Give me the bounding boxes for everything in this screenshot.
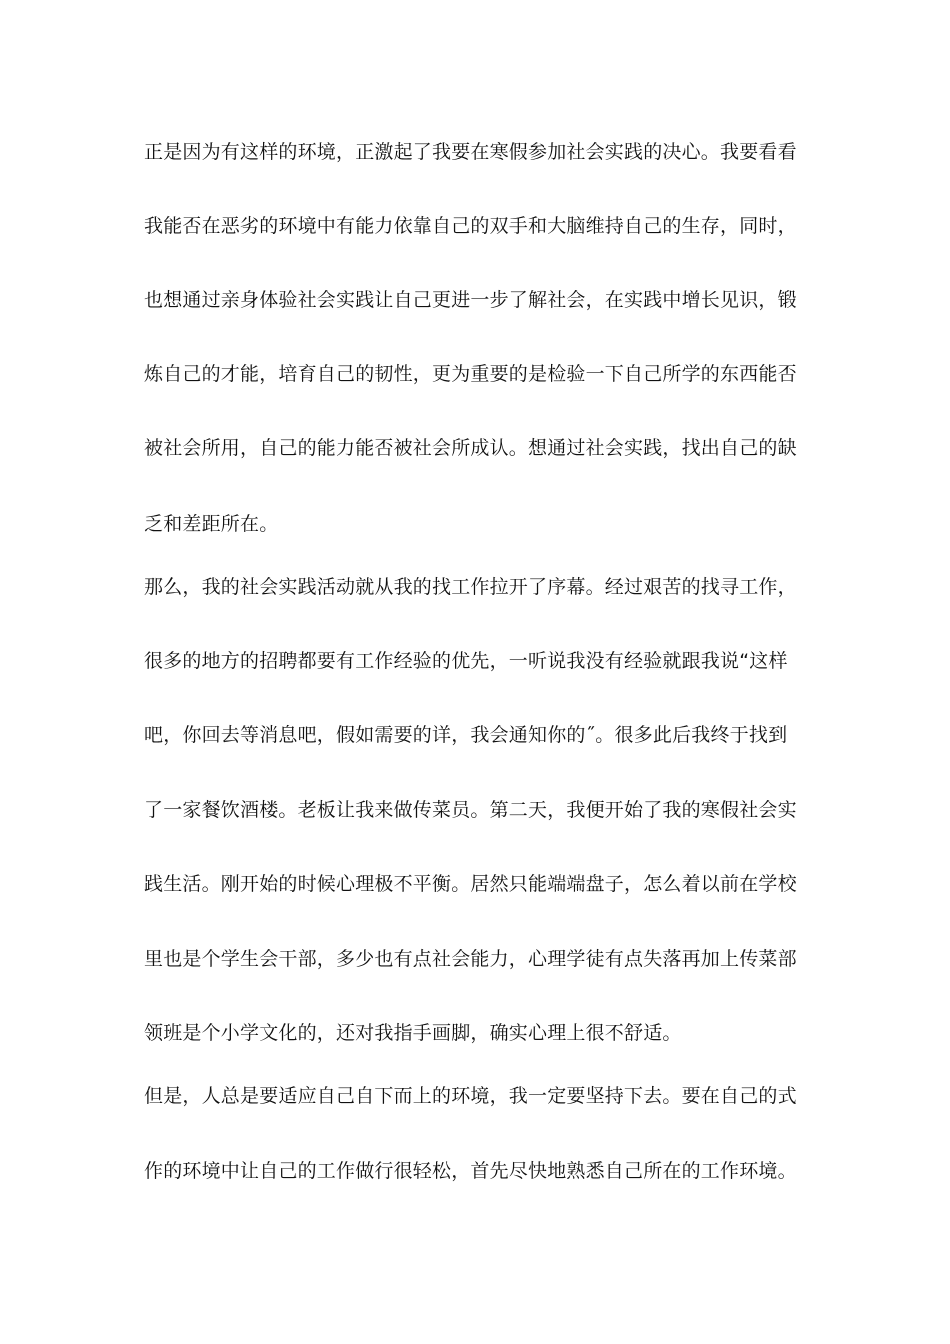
text-line: 我能否在恶劣的环境中有能力依靠自己的双手和大脑维持自己的生存，同时，	[144, 215, 797, 237]
text-line: 那么，我的社会实践活动就从我的找工作拉开了序幕。经过艰苦的找寻工作，	[144, 576, 797, 598]
text-line: 吧，你回去等消息吧，假如需要的详，我会通知你的˝。很多此后我终于找到	[144, 724, 788, 746]
text-line: 很多的地方的招聘都要有工作经验的优先，一听说我没有经验就跟我说“这样	[144, 650, 788, 672]
text-line: 乏和差距所在。	[144, 513, 279, 535]
text-line: 里也是个学生会干部，多少也有点社会能力，心理学徒有点失落再加上传菜部	[144, 948, 797, 970]
text-line: 了一家餐饮酒楼。老板让我来做传菜员。第二天，我便开始了我的寒假社会实	[144, 799, 797, 821]
text-line: 炼自己的才能，培育自己的韧性，更为重要的是检验一下自己所学的东西能否	[144, 363, 797, 385]
text-line: 也想通过亲身体验社会实践让自己更进一步了解社会，在实践中增长见识，锻	[144, 289, 797, 311]
text-line: 领班是个小学文化的，还对我指手画脚，确实心理上很不舒适。	[144, 1022, 682, 1044]
text-line: 践生活。刚开始的时候心理极不平衡。居然只能端端盘子，怎么着以前在学校	[144, 873, 797, 895]
text-line: 被社会所用，自己的能力能否被社会所成认。想通过社会实践，找出自己的缺	[144, 437, 797, 459]
text-line: 正是因为有这样的环境，正激起了我要在寒假参加社会实践的决心。我要看看	[144, 141, 797, 163]
text-line: 但是，人总是要适应自己自下而上的环境，我一定要坚持下去。要在自己的式	[144, 1085, 797, 1107]
text-line: 作的环境中让自己的工作做行很轻松，首先尽快地熟悉自己所在的工作环境。	[144, 1160, 797, 1182]
